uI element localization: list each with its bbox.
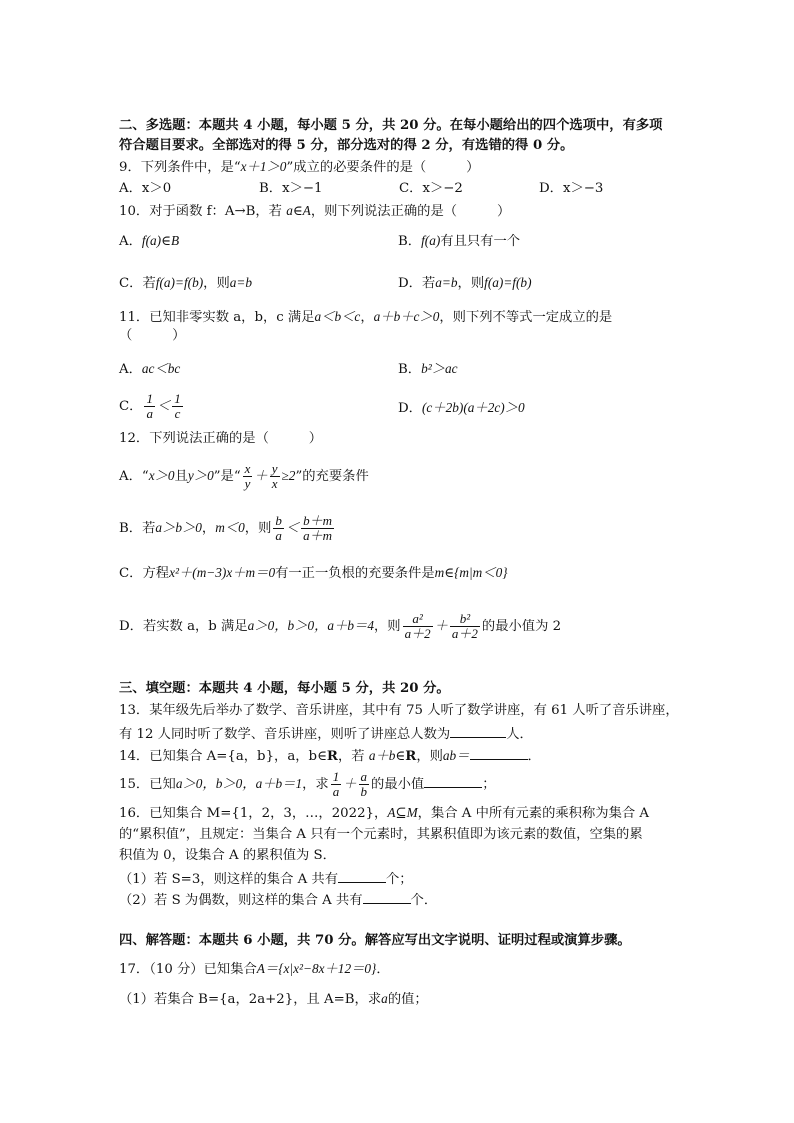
question-16-part2: （2）若 S 为偶数，则这样的集合 A 共有 个． (119, 889, 437, 910)
question-16-line2: 的“累积值”，且规定：当集合 A 只有一个元素时，其累积值即为该元素的数值，空集的累 (119, 827, 643, 842)
q10-option-b: B．f(a)有且只有一个 (398, 233, 521, 249)
q12-option-d: D．若实数 a，b 满足a＞0，b＞0，a＋b＝4，则 $\frac{\text{a²}}{a+2}$ ＋ $\frac{\text{b²}}{a+2}$ 的最小值为 2 (119, 611, 562, 641)
question-16-line3: 积值为 0，设集合 A 的累积值为 S． (119, 848, 336, 863)
fraction: $\frac{\text{a²}}{a+2}$ (404, 611, 431, 641)
q12-option-c: C．方程x²＋(m−3)x＋m＝0有一正一负根的充要条件是m∈{m|m＜0} (119, 565, 508, 581)
answer-blank[interactable] (424, 773, 482, 788)
q12-option-b: B．若a＞b＞0，m＜0，则 $\frac{b}{a}$ ＜ $\frac{b+m}{a+m}$ (119, 513, 333, 543)
fraction: $\frac{\text{b²}}{a+2}$ (451, 611, 478, 641)
fraction: $\frac{a}{b}$ (360, 769, 368, 799)
q9-option-d: D．x＞−3 (539, 181, 604, 196)
q12-option-a: A．“x＞0且y＞0”是“ $\frac{x}{y}$ ＋ $\frac{y}{x}$ ≥2”的充要条件 (119, 461, 369, 491)
question-16-part1: （1）若 S=3，则这样的集合 A 共有 个； (119, 868, 413, 889)
question-17-stem: 17．（10 分）已知集合A＝{x|x²−8x＋12＝0}． (119, 961, 390, 977)
fraction: $\frac{b}{a}$ (275, 513, 282, 543)
fraction: $\frac{1}{a}$ (332, 769, 340, 799)
question-15: 15．已知a＞0，b＞0，a＋b＝1，求 $\frac{1}{a}$ ＋ $\frac{a}{b}$ 的最小值 ； (119, 769, 496, 799)
q11-option-b: B．b²＞ac (398, 361, 458, 377)
question-9-stem: 9．下列条件中，是“x＋1＞0”成立的必要条件的是（ ） (119, 159, 480, 175)
section-4-header: 四、解答题：本题共 6 小题，共 70 分。解答应写出文字说明、证明过程或演算步骤。 (119, 933, 631, 948)
fraction: $\frac{1}{a}$ (146, 391, 153, 421)
question-14: 14．已知集合 A={a，b}，a，b∈R，若 a＋b∈R，则ab＝ ． (119, 745, 541, 766)
question-12-stem: 12．下列说法正确的是（ ） (119, 431, 323, 446)
question-13-line2: 有 12 人同时听了数学、音乐讲座，则听了讲座总人数为 人． (119, 723, 533, 744)
q10-option-d: D．若a=b，则f(a)=f(b) (398, 275, 532, 291)
fraction: $\frac{y}{x}$ (271, 461, 278, 491)
q11-option-a: A．ac＜bc (119, 361, 181, 377)
fraction: $\frac{x}{y}$ (244, 461, 251, 491)
fraction: $\frac{1}{c}$ (174, 391, 181, 421)
question-11-stem: 11．已知非零实数 a，b，c 满足a＜b＜c，a＋b＋c＞0，则下列不等式一定成立的是 (119, 309, 613, 325)
q10-option-a: A．f(a)∈B (119, 233, 180, 249)
answer-blank[interactable] (338, 868, 386, 883)
section-2-header-line2: 符合题目要求。全部选对的得 5 分，部分选对的得 2 分，有选错的得 0 分。 (119, 138, 574, 153)
q9-option-c: C．x＞−2 (399, 181, 463, 196)
question-10-stem: 10．对于函数 f：A→B，若 a∈A，则下列说法正确的是（ ） (119, 203, 511, 219)
answer-blank[interactable] (470, 745, 528, 760)
q9-option-a: A．x＞0 (119, 181, 172, 196)
q10-option-c: C．若f(a)=f(b)，则a=b (119, 275, 253, 291)
question-16-line1: 16．已知集合 M={1，2，3，…，2022}，A⊆M，集合 A 中所有元素的乘积称为集合 A (119, 805, 649, 821)
question-13-line1: 13．某年级先后举办了数学、音乐讲座，其中有 75 人听了数学讲座，有 61 人听了音乐讲座， (119, 703, 679, 718)
question-11-answer-bracket: （ ） (119, 328, 186, 343)
q11-option-d: D．(c＋2b)(a＋2c)＞0 (398, 400, 525, 416)
section-3-header: 三、填空题：本题共 4 小题，每小题 5 分，共 20 分。 (119, 681, 450, 696)
answer-blank[interactable] (363, 889, 411, 904)
section-2-header-line1: 二、多选题：本题共 4 小题，每小题 5 分，共 20 分。在每小题给出的四个选项中，有多项 (119, 118, 663, 133)
q9-option-b: B．x＞−1 (259, 181, 323, 196)
question-17-part1: （1）若集合 B={a，2a+2}，且 A=B，求a的值； (119, 991, 428, 1007)
fraction: $\frac{b+m}{a+m}$ (303, 513, 333, 543)
answer-blank[interactable] (450, 723, 506, 738)
q11-option-c: C． $\frac{1}{a}$ ＜ $\frac{1}{c}$ (119, 391, 181, 421)
